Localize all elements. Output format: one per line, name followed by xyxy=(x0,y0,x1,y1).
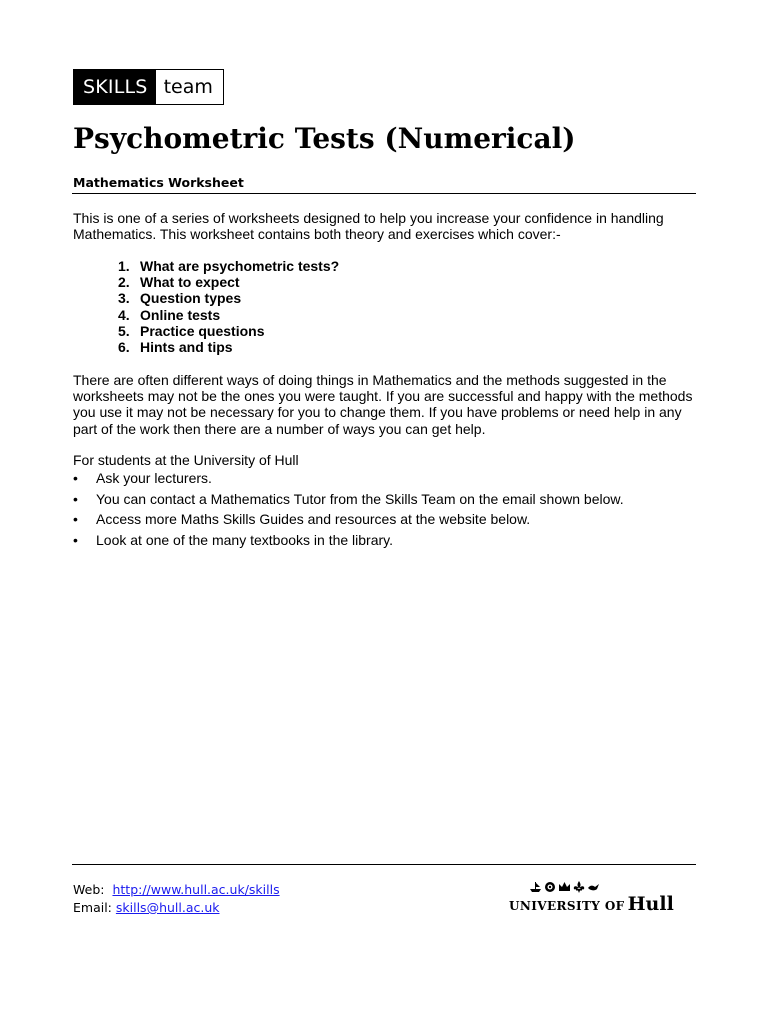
list-item-number: 2. xyxy=(118,274,130,291)
bullet-icon: • xyxy=(73,470,78,486)
web-label: Web: xyxy=(73,882,105,897)
university-name xyxy=(509,893,674,915)
list-item xyxy=(73,532,624,548)
bird-icon xyxy=(587,881,600,893)
list-item xyxy=(73,511,624,527)
list-item xyxy=(118,274,339,290)
footer-divider xyxy=(72,864,696,865)
list-item-label: Hints and tips xyxy=(140,339,233,356)
email-label: Email: xyxy=(73,900,112,915)
header-divider xyxy=(72,193,696,194)
help-bullet-list xyxy=(73,470,624,553)
web-line xyxy=(73,881,280,899)
list-item-label: Practice questions xyxy=(140,322,265,339)
topics-list xyxy=(118,258,339,355)
bullet-icon: • xyxy=(73,511,78,528)
list-item-number: 1. xyxy=(118,258,130,274)
list-item-label: Online tests xyxy=(140,306,221,323)
bullet-text: Look at one of the many textbooks in the library. xyxy=(96,532,394,549)
intro-paragraph: This is one of a series of worksheets designed to help you increase your confidence in handling Mathematics. This worksheet contains both theory and exercises which cover:- xyxy=(73,210,664,243)
skills-team-logo xyxy=(73,69,224,105)
list-item-number: 4. xyxy=(118,306,130,323)
worksheet-subtitle: Mathematics Worksheet xyxy=(73,175,244,190)
fleur-de-lis-icon xyxy=(573,881,585,893)
logo-team-text: team xyxy=(156,70,223,104)
methods-paragraph: There are often different ways of doing things in Mathematics and the methods suggested in the worksheets may not be the ones you were taught. If you are successful and happy with the methods you use it may not be necessary for you to change them. If you have problems or need help in any part of the work then there are a number of ways you can get help. xyxy=(73,372,693,437)
website-link[interactable]: http://www.hull.ac.uk/skills xyxy=(112,882,280,897)
hull-text: Hull xyxy=(627,893,674,915)
bullet-icon: • xyxy=(73,532,78,549)
bullet-text: Ask your lecturers. xyxy=(96,470,212,486)
footer-contact xyxy=(73,881,280,917)
bullet-text: You can contact a Mathematics Tutor from the Skills Team on the email shown below. xyxy=(96,490,624,507)
list-item-label: Question types xyxy=(140,290,242,307)
logo-skills-text: SKILLS xyxy=(74,70,156,104)
list-item-label: What are psychometric tests? xyxy=(140,258,340,274)
students-label: For students at the University of Hull xyxy=(73,452,299,468)
crown-icon xyxy=(558,881,571,893)
list-item-label: What to expect xyxy=(140,274,240,291)
list-item xyxy=(118,290,339,306)
bullet-icon: • xyxy=(73,490,78,507)
list-item-number: 5. xyxy=(118,322,130,339)
university-of-hull-logo xyxy=(509,881,674,915)
list-item xyxy=(118,258,339,274)
bullet-text: Access more Maths Skills Guides and resources at the website below. xyxy=(96,511,531,528)
university-of-text: UNIVERSITY OF xyxy=(509,899,625,913)
list-item xyxy=(118,339,339,355)
email-link[interactable]: skills@hull.ac.uk xyxy=(115,900,220,915)
ship-icon xyxy=(529,881,542,893)
email-line xyxy=(73,899,280,917)
page-title: Psychometric Tests (Numerical) xyxy=(73,122,576,155)
list-item-number: 6. xyxy=(118,339,130,356)
list-item xyxy=(73,470,624,486)
list-item xyxy=(118,323,339,339)
list-item xyxy=(73,491,624,507)
crest-icons xyxy=(529,881,600,893)
list-item xyxy=(118,307,339,323)
list-item-number: 3. xyxy=(118,290,130,307)
rose-icon xyxy=(544,881,556,893)
